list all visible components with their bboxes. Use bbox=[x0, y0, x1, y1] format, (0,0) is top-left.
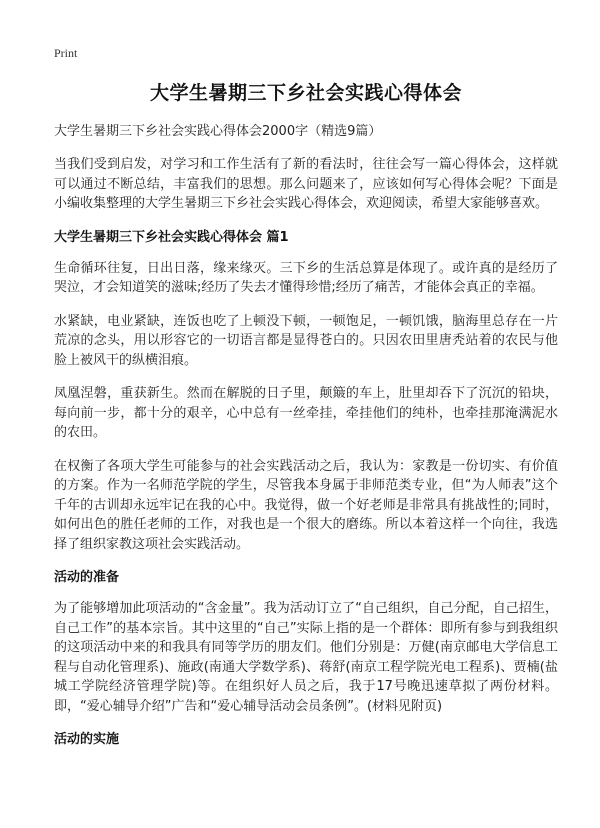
article-body bbox=[54, 122, 558, 761]
section-paragraph: 凤凰涅磐，重获新生。然而在解脱的日子里，颠簸的车上，肚里却吞下了沉沉的铅块，每向前一步，都十分的艰辛，心中总有一丝牵挂，牵挂他们的纯朴，也牵挂那淹满泥水的农田。 bbox=[54, 386, 558, 440]
section-heading: 活动的实施 bbox=[54, 732, 120, 747]
section-paragraph: 在权衡了各项大学生可能参与的社会实践活动之后，我认为：家教是一份切实、有价值的方案。作为一名师范学院的学生，尽管我本身属于非师范类专业，但“为人师表”这个千年的古训却永远牢记在我的心中。我觉得，做一个好老师是非常具有挑战性的;同时，如何出色的胜任老师的工作，对我也是一个很大的磨练。所以本着这样一个向往，我选择了组织家教这项社会实践活动。 bbox=[54, 458, 558, 552]
section-heading: 活动的准备 bbox=[54, 570, 120, 585]
print-link[interactable]: Print bbox=[54, 46, 78, 60]
section-paragraph: 为了能够增加此项活动的“含金量”。我为活动订立了“自己组织，自己分配，自己招生，自己工作”的基本宗旨。其中这里的“自己”实际上指的是一个群体：即所有参与到我组织的这项活动中来的和我具有同等学历的朋友们。他们分别是：万健(南京邮电大学信息工程与自动化管理系)、施政(南通大学数学系)、蒋舒(南京工程学院光电工程系)、贾楠(盐城工学院经济管理学院)等。在组织好人员之后，我于17号晚迅速草拟了两份材料。即，“爱心辅导介绍”广告和“爱心辅导活动会员条例”。(材料见附页) bbox=[54, 601, 558, 714]
section-paragraph: 生命循环往复，日出日落，缘来缘灭。三下乡的生活总算是体现了。或许真的是经历了哭泣，才会知道笑的滋味;经历了失去才懂得珍惜;经历了痛苦，才能体会真正的幸福。 bbox=[54, 260, 558, 295]
page-title: 大学生暑期三下乡社会实践心得体会 bbox=[149, 82, 462, 104]
intro-paragraph: 当我们受到启发，对学习和工作生活有了新的看法时，往往会写一篇心得体会，这样就可以通过不断总结，丰富我们的思想。那么问题来了，应该如何写心得体会呢？下面是小编收集整理的大学生暑期三下乡社会实践心得体会，欢迎阅读，希望大家能够喜欢。 bbox=[54, 157, 558, 211]
section-paragraph: 水紧缺，电业紧缺，连饭也吃了上顿没下顿，一顿饱足，一顿饥饿，脑海里总存在一片荒凉的念头，用以形容它的一切语言都是显得苍白的。只因农田里唐秃站着的农民与他脸上被风干的纵横泪痕。 bbox=[54, 313, 558, 368]
section-heading: 大学生暑期三下乡社会实践心得体会 篇1 bbox=[54, 229, 289, 245]
article-subtitle: 大学生暑期三下乡社会实践心得体会2000字（精选9篇） bbox=[54, 124, 382, 139]
